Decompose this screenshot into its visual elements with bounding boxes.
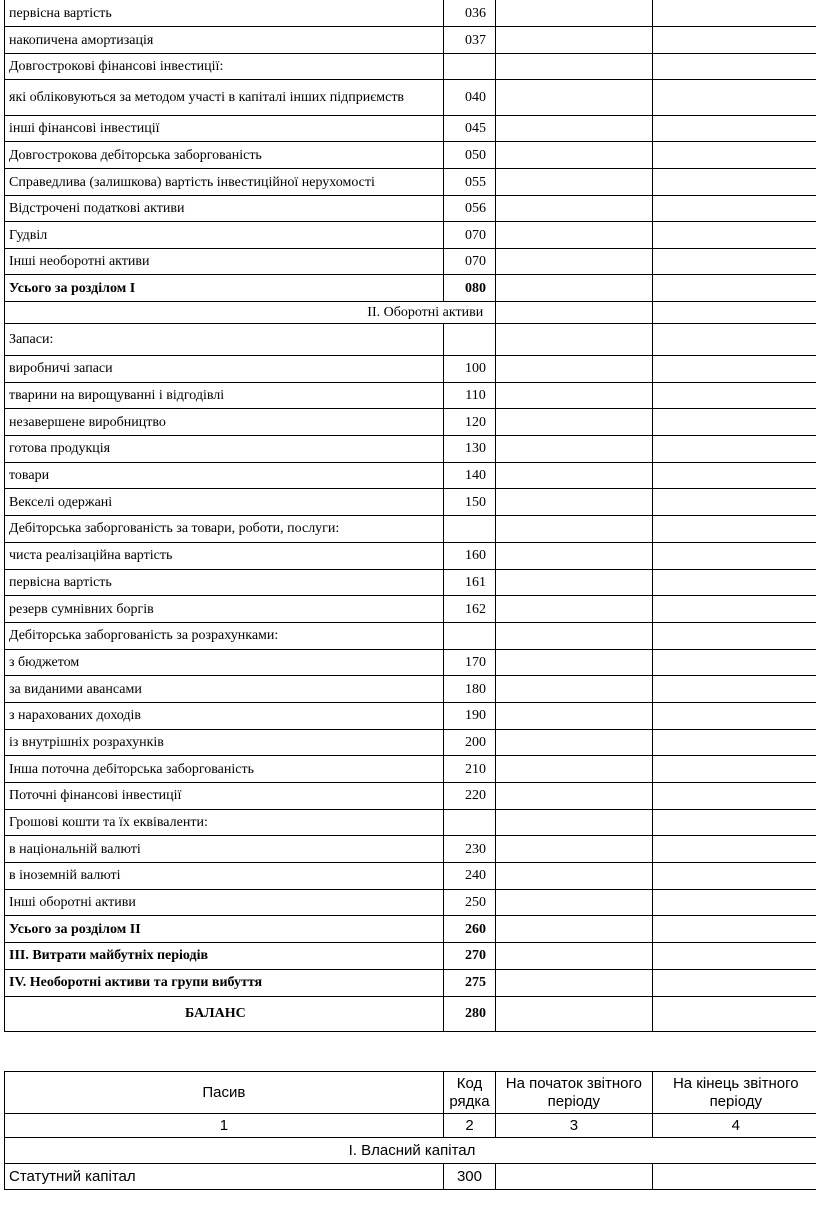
end-period-value	[652, 542, 816, 569]
row-name: Усього за розділом II	[5, 916, 444, 943]
row-name: з нарахованих доходів	[5, 702, 444, 729]
table-row	[5, 889, 816, 916]
row-name: резерв сумнівних боргів	[5, 596, 444, 623]
start-period-value	[496, 275, 652, 302]
row-code: 250	[443, 889, 495, 916]
table-row	[5, 324, 816, 356]
table-row	[5, 996, 816, 1031]
end-period-value	[652, 996, 816, 1031]
start-period-value	[496, 569, 652, 596]
table-row	[5, 622, 816, 649]
column-numbers-row	[5, 1114, 816, 1138]
end-period-value	[652, 729, 816, 756]
row-code: 300	[443, 1164, 495, 1190]
table-row	[5, 222, 816, 249]
table-row	[5, 80, 816, 116]
start-period-value	[496, 54, 652, 80]
start-period-value	[496, 196, 652, 222]
row-code: 037	[443, 27, 495, 54]
start-period-value	[496, 436, 652, 463]
row-name: готова продукція	[5, 436, 444, 463]
table-row	[5, 676, 816, 703]
start-period-value	[496, 249, 652, 275]
row-name: Інші оборотні активи	[5, 889, 444, 916]
row-name: в національній валюті	[5, 836, 444, 863]
row-name: незавершене виробництво	[5, 409, 444, 436]
end-period-value	[652, 889, 816, 916]
section-equity-row	[5, 1138, 816, 1164]
end-period-value	[652, 622, 816, 649]
row-code: 056	[443, 196, 495, 222]
row-name: за виданими авансами	[5, 676, 444, 703]
row-name: Інша поточна дебіторська заборгованість	[5, 756, 444, 783]
row-name: Векселі одержані	[5, 489, 444, 516]
row-code: 080	[443, 275, 495, 302]
table-row	[5, 436, 816, 463]
column-number: 4	[652, 1114, 816, 1138]
header-pasyv: Пасив	[5, 1072, 444, 1114]
row-code: 130	[443, 436, 495, 463]
row-name: первісна вартість	[5, 569, 444, 596]
table-row	[5, 916, 816, 943]
section-title: II. Оборотні активи	[5, 302, 496, 324]
table-row	[5, 0, 816, 27]
end-period-value	[652, 516, 816, 543]
row-name: Гудвіл	[5, 222, 444, 249]
end-period-value	[652, 596, 816, 623]
table-row	[5, 649, 816, 676]
row-name: які обліковуються за методом участі в капіталі інших підприємств	[5, 80, 444, 116]
table-row	[5, 836, 816, 863]
end-period-value	[652, 80, 816, 116]
table-row	[5, 516, 816, 543]
row-code	[443, 809, 495, 836]
header-code: Код рядка	[443, 1072, 495, 1114]
row-code: 230	[443, 836, 495, 863]
table-row	[5, 489, 816, 516]
start-period-value	[496, 863, 652, 890]
start-period-value	[496, 462, 652, 489]
row-code: 110	[443, 382, 495, 409]
table-row	[5, 756, 816, 783]
start-period-value	[496, 356, 652, 383]
end-period-value	[652, 275, 816, 302]
row-name: накопичена амортизація	[5, 27, 444, 54]
table-row	[5, 702, 816, 729]
table-row	[5, 783, 816, 810]
table-row	[5, 356, 816, 383]
table-row	[5, 196, 816, 222]
row-code: 270	[443, 943, 495, 970]
row-name: тварини на вирощуванні і відгодівлі	[5, 382, 444, 409]
header-end-period: На кінець звітного періоду	[652, 1072, 816, 1114]
row-code: 260	[443, 916, 495, 943]
start-period-value	[496, 302, 652, 324]
start-period-value	[496, 516, 652, 543]
start-period-value	[496, 729, 652, 756]
row-name: товари	[5, 462, 444, 489]
row-name: IV. Необоротні активи та групи вибуття	[5, 969, 444, 996]
assets-table	[4, 0, 816, 1032]
row-code	[443, 54, 495, 80]
start-period-value	[496, 809, 652, 836]
end-period-value	[652, 356, 816, 383]
end-period-value	[652, 676, 816, 703]
row-name: Усього за розділом I	[5, 275, 444, 302]
row-code: 150	[443, 489, 495, 516]
row-code: 120	[443, 409, 495, 436]
table-row	[5, 249, 816, 275]
start-period-value	[496, 622, 652, 649]
row-code: 190	[443, 702, 495, 729]
start-period-value	[496, 783, 652, 810]
end-period-value	[652, 382, 816, 409]
end-period-value	[652, 116, 816, 142]
table-row	[5, 969, 816, 996]
table-row	[5, 116, 816, 142]
header-start-period: На початок звітного періоду	[496, 1072, 652, 1114]
row-code: 160	[443, 542, 495, 569]
section-equity-title: I. Власний капітал	[5, 1138, 816, 1164]
row-code: 210	[443, 756, 495, 783]
column-number: 1	[5, 1114, 444, 1138]
table-row	[5, 169, 816, 196]
end-period-value	[652, 249, 816, 275]
start-period-value	[496, 142, 652, 169]
end-period-value	[652, 702, 816, 729]
start-period-value	[496, 116, 652, 142]
end-period-value	[652, 142, 816, 169]
start-period-value	[496, 836, 652, 863]
start-period-value	[496, 676, 652, 703]
table-row	[5, 382, 816, 409]
end-period-value	[652, 462, 816, 489]
end-period-value	[652, 916, 816, 943]
table-row	[5, 27, 816, 54]
end-period-value	[652, 836, 816, 863]
row-code: 055	[443, 169, 495, 196]
end-period-value	[652, 324, 816, 356]
table-row	[5, 596, 816, 623]
end-period-value	[652, 649, 816, 676]
row-code: 200	[443, 729, 495, 756]
end-period-value	[652, 756, 816, 783]
table-row	[5, 542, 816, 569]
end-period-value	[652, 569, 816, 596]
row-name: Інші необоротні активи	[5, 249, 444, 275]
start-period-value	[496, 969, 652, 996]
row-name: Довгострокові фінансові інвестиції:	[5, 54, 444, 80]
row-name: Довгострокова дебіторська заборгованість	[5, 142, 444, 169]
row-name: виробничі запаси	[5, 356, 444, 383]
row-name: БАЛАНС	[5, 996, 444, 1031]
row-name: Поточні фінансові інвестиції	[5, 783, 444, 810]
end-period-value	[652, 27, 816, 54]
row-code: 170	[443, 649, 495, 676]
row-name: Запаси:	[5, 324, 444, 356]
end-period-value	[652, 169, 816, 196]
end-period-value	[652, 863, 816, 890]
end-period-value	[652, 0, 816, 27]
row-code: 220	[443, 783, 495, 810]
start-period-value	[496, 916, 652, 943]
end-period-value	[652, 222, 816, 249]
row-code: 240	[443, 863, 495, 890]
start-period-value	[496, 596, 652, 623]
end-period-value	[652, 489, 816, 516]
start-period-value	[496, 409, 652, 436]
row-name: із внутрішніх розрахунків	[5, 729, 444, 756]
row-code: 050	[443, 142, 495, 169]
row-code: 275	[443, 969, 495, 996]
row-code: 070	[443, 222, 495, 249]
column-number: 3	[496, 1114, 652, 1138]
row-code	[443, 324, 495, 356]
row-name: з бюджетом	[5, 649, 444, 676]
table-row	[5, 275, 816, 302]
table-row	[5, 462, 816, 489]
start-period-value	[496, 489, 652, 516]
end-period-value	[652, 409, 816, 436]
liabilities-table	[4, 1071, 816, 1190]
start-period-value	[496, 1164, 652, 1190]
end-period-value	[652, 1164, 816, 1190]
end-period-value	[652, 943, 816, 970]
start-period-value	[496, 756, 652, 783]
table-row	[5, 54, 816, 80]
row-code: 045	[443, 116, 495, 142]
end-period-value	[652, 436, 816, 463]
start-period-value	[496, 943, 652, 970]
start-period-value	[496, 27, 652, 54]
end-period-value	[652, 783, 816, 810]
end-period-value	[652, 809, 816, 836]
row-name: Відстрочені податкові активи	[5, 196, 444, 222]
row-name: первісна вартість	[5, 0, 444, 27]
table-row	[5, 1164, 816, 1190]
table-row	[5, 943, 816, 970]
row-name: в іноземній валюті	[5, 863, 444, 890]
row-name: Дебіторська заборгованість за товари, роботи, послуги:	[5, 516, 444, 543]
row-name: Справедлива (залишкова) вартість інвестиційної нерухомості	[5, 169, 444, 196]
row-name: Статутний капітал	[5, 1164, 444, 1190]
row-name: чиста реалізаційна вартість	[5, 542, 444, 569]
section-current-assets-row	[5, 302, 816, 324]
end-period-value	[652, 54, 816, 80]
row-code	[443, 516, 495, 543]
end-period-value	[652, 969, 816, 996]
start-period-value	[496, 702, 652, 729]
row-code: 040	[443, 80, 495, 116]
column-number: 2	[443, 1114, 495, 1138]
start-period-value	[496, 889, 652, 916]
row-code: 162	[443, 596, 495, 623]
start-period-value	[496, 542, 652, 569]
liabilities-header-row	[5, 1072, 816, 1114]
start-period-value	[496, 169, 652, 196]
row-name: III. Витрати майбутніх періодів	[5, 943, 444, 970]
table-row	[5, 863, 816, 890]
start-period-value	[496, 222, 652, 249]
table-row	[5, 569, 816, 596]
start-period-value	[496, 0, 652, 27]
row-name: інші фінансові інвестиції	[5, 116, 444, 142]
table-row	[5, 409, 816, 436]
row-code: 161	[443, 569, 495, 596]
row-code	[443, 622, 495, 649]
row-code: 100	[443, 356, 495, 383]
row-code: 070	[443, 249, 495, 275]
start-period-value	[496, 324, 652, 356]
row-code: 140	[443, 462, 495, 489]
start-period-value	[496, 80, 652, 116]
table-row	[5, 809, 816, 836]
row-code: 280	[443, 996, 495, 1031]
row-code: 180	[443, 676, 495, 703]
start-period-value	[496, 996, 652, 1031]
end-period-value	[652, 302, 816, 324]
start-period-value	[496, 382, 652, 409]
start-period-value	[496, 649, 652, 676]
row-code: 036	[443, 0, 495, 27]
table-row	[5, 729, 816, 756]
table-row	[5, 142, 816, 169]
row-name: Грошові кошти та їх еквіваленти:	[5, 809, 444, 836]
row-name: Дебіторська заборгованість за розрахунками:	[5, 622, 444, 649]
end-period-value	[652, 196, 816, 222]
